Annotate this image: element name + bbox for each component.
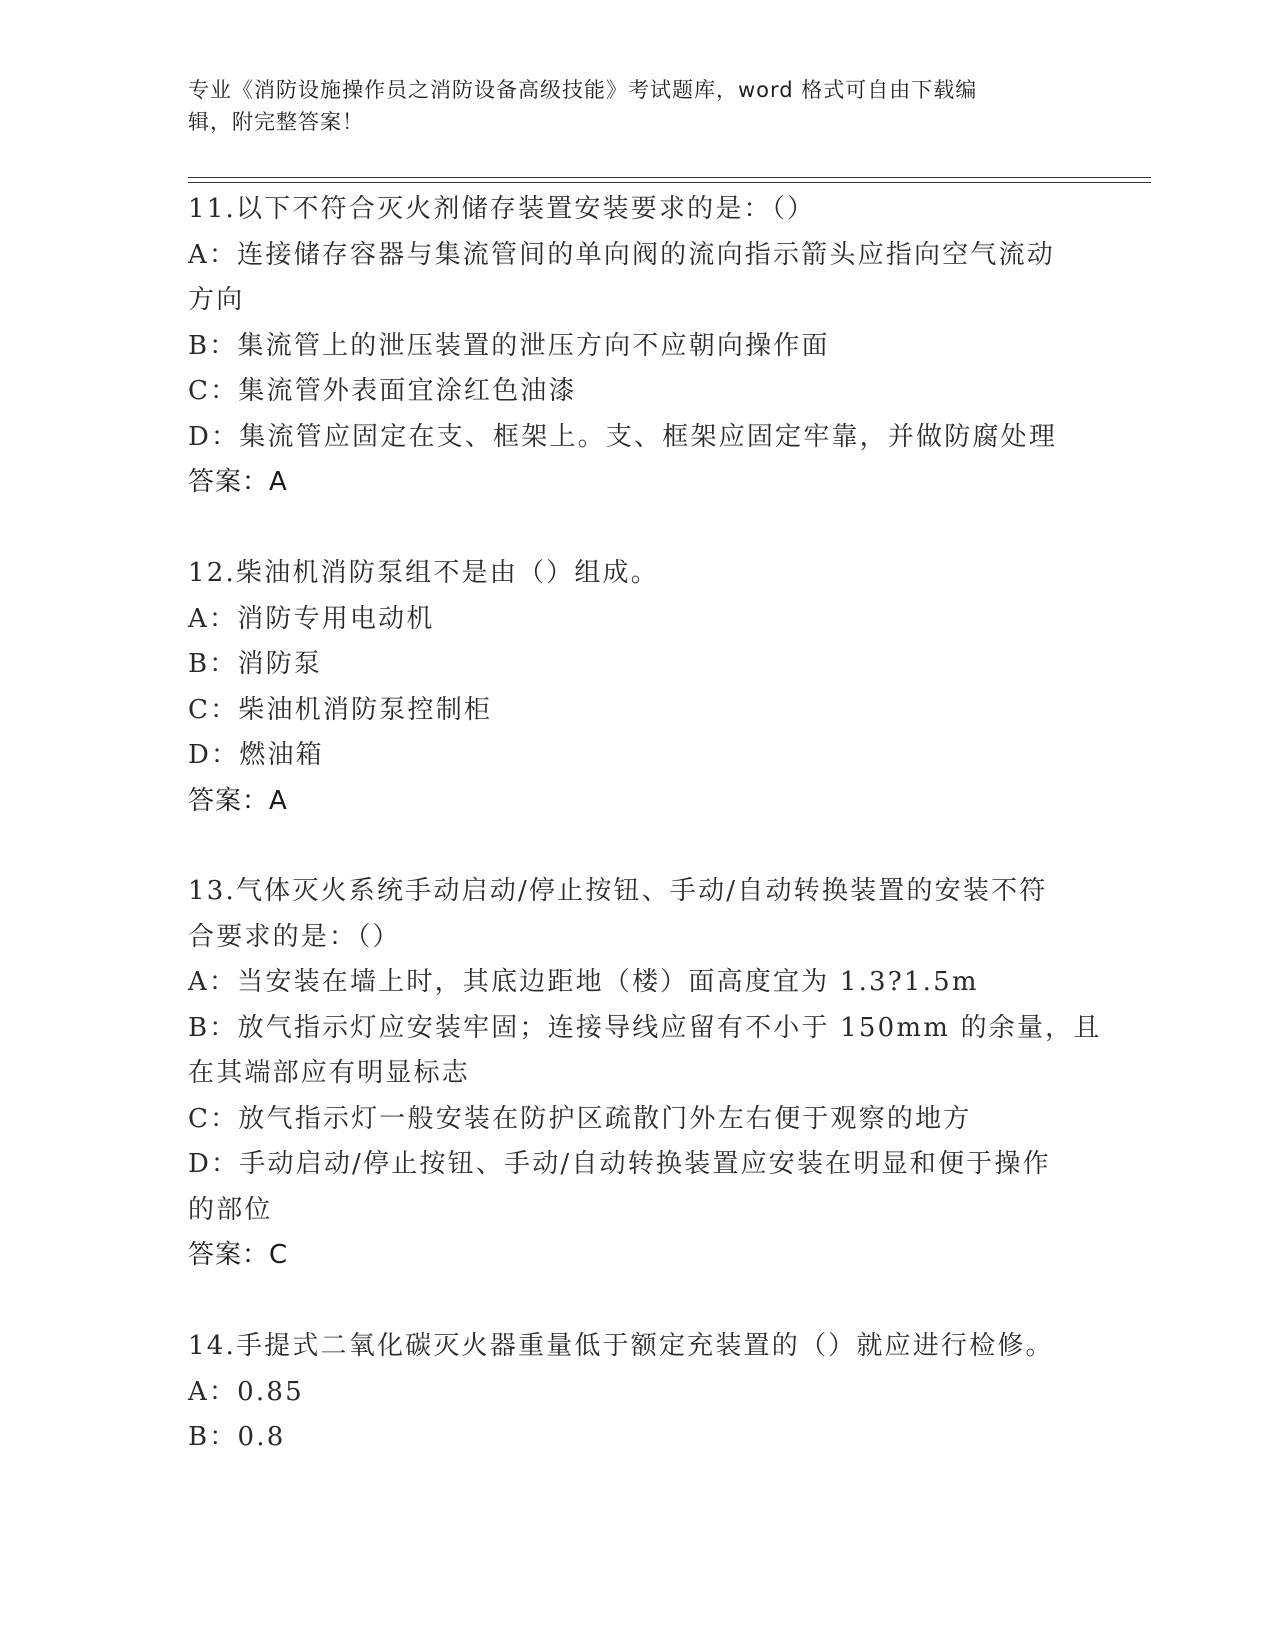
option-a: A：当安装在墙上时，其底边距地（楼）面高度宜为 1.3?1.5m: [188, 967, 979, 997]
option-a: A：连接储存容器与集流管间的单向阀的流向指示箭头应指向空气流动: [188, 239, 1055, 270]
question-text-continued: 合要求的是：（）: [188, 921, 401, 952]
option-b: B：集流管上的泄压装置的泄压方向不应朝向操作面: [188, 330, 830, 361]
question-text: 12.柴油机消防泵组不是由（）组成。: [188, 558, 659, 588]
header-divider-top: [188, 177, 1151, 178]
question-text: 11.以下不符合灭火剂储存装置安装要求的是：（）: [188, 194, 816, 224]
header-divider-bottom: [188, 182, 1151, 183]
question-13: [188, 869, 1102, 1279]
question-text: 13.气体灭火系统手动启动/停止按钮、手动/自动转换装置的安装不符: [188, 876, 1048, 906]
option-b-continued: 在其端部应有明显标志: [188, 1058, 471, 1088]
option-a: A：0.85: [188, 1376, 304, 1407]
option-b: B：0.8: [188, 1422, 286, 1452]
option-c: C：柴油机消防泵控制柜: [188, 694, 493, 725]
answer: 答案：A: [188, 467, 288, 497]
header-line-2: 辑，附完整答案！: [188, 110, 364, 134]
option-a: A：消防专用电动机: [188, 603, 435, 634]
question-14: [188, 1324, 1078, 1461]
option-d: D：手动启动/停止按钮、手动/自动转换装置应安装在明显和便于操作: [188, 1149, 1051, 1179]
option-b: B：消防泵: [188, 649, 323, 679]
option-d-continued: 的部位: [188, 1194, 273, 1225]
option-a-continued: 方向: [188, 285, 245, 315]
option-c: C：集流管外表面宜涂红色油漆: [188, 376, 577, 406]
header-line-1: 专业《消防设施操作员之消防设备高级技能》考试题库，word 格式可自由下载编: [188, 78, 978, 102]
question-12: [188, 551, 1078, 824]
option-d: D：集流管应固定在支、框架上。支、框架应固定牢靠，并做防腐处理: [188, 421, 1058, 452]
option-d: D：燃油箱: [188, 740, 324, 770]
answer: 答案：C: [188, 1240, 289, 1270]
option-b: B：放气指示灯应安装牢固；连接导线应留有不小于 150mm 的余量，且: [188, 1012, 1102, 1043]
option-c: C：放气指示灯一般安装在防护区疏散门外左右便于观察的地方: [188, 1103, 972, 1134]
document-header: [188, 74, 1078, 138]
question-text: 14.手提式二氧化碳灭火器重量低于额定充装置的（）就应进行检修。: [188, 1331, 1054, 1361]
answer: 答案：A: [188, 785, 288, 816]
question-11: [188, 187, 1078, 506]
